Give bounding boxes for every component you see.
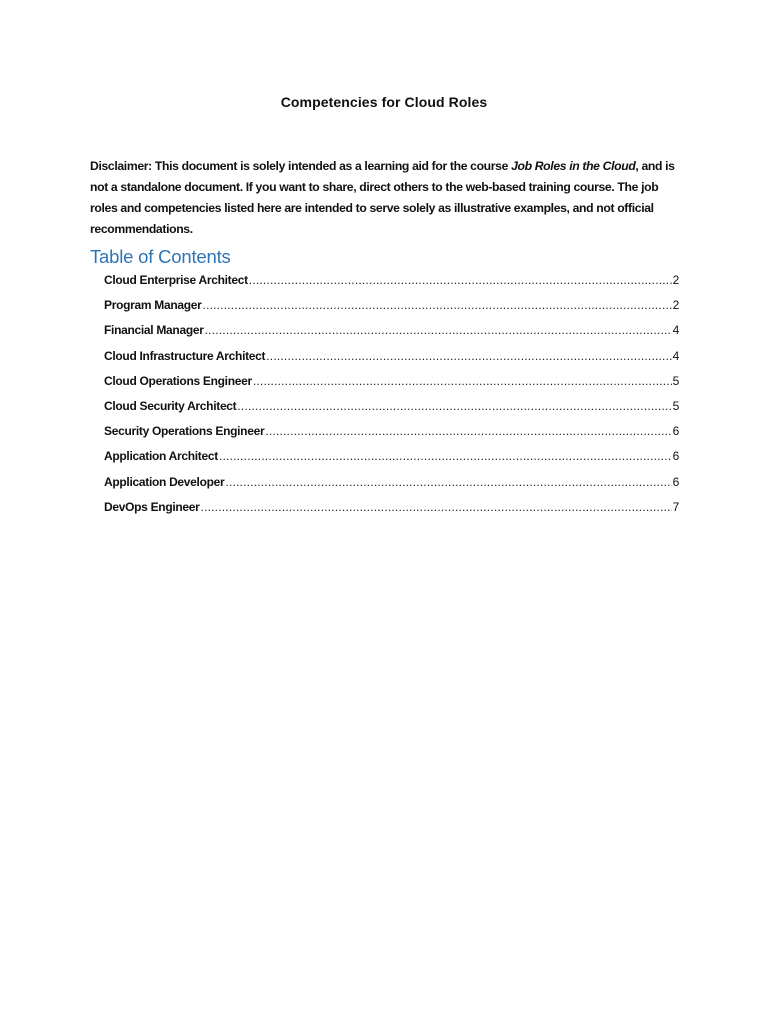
toc-entry-cloud-security-architect[interactable]	[104, 399, 679, 424]
toc-page-number[interactable]: 5	[672, 398, 679, 413]
toc-entry-label[interactable]: Cloud Security Architect	[104, 398, 237, 413]
toc-entry-label[interactable]: Application Developer	[104, 474, 225, 489]
toc-entry-label[interactable]: Security Operations Engineer	[104, 424, 265, 439]
toc-page-number[interactable]: 6	[672, 424, 679, 439]
toc-dot-leader	[237, 399, 671, 413]
disclaimer-label: Disclaimer:	[90, 159, 152, 173]
toc-entry-label[interactable]: Cloud Infrastructure Architect	[104, 348, 266, 363]
disclaimer-text-before: This document is solely intended as a learning aid for the course	[151, 159, 512, 173]
course-name: Job Roles in the Cloud	[511, 159, 636, 173]
toc-dot-leader	[253, 374, 672, 388]
toc-page-number[interactable]: 2	[672, 298, 679, 313]
toc-page-number[interactable]: 4	[672, 348, 679, 363]
toc-entry-label[interactable]: Program Manager	[104, 298, 202, 313]
toc-dot-leader	[219, 449, 672, 463]
toc-dot-leader	[225, 475, 671, 489]
toc-page-number[interactable]: 6	[672, 449, 679, 464]
toc-page-number[interactable]: 2	[672, 273, 679, 287]
toc-dot-leader	[265, 424, 671, 438]
toc-entry-application-developer[interactable]	[104, 475, 679, 500]
toc-entry-label[interactable]: Cloud Operations Engineer	[104, 373, 252, 388]
toc-dot-leader	[266, 349, 671, 363]
toc-entry-security-operations-engineer[interactable]	[104, 424, 679, 449]
toc-dot-leader	[205, 323, 672, 337]
toc-dot-leader	[249, 273, 672, 287]
toc-page-number[interactable]: 5	[672, 373, 679, 388]
toc-entry-financial-manager[interactable]	[104, 323, 679, 348]
toc-entry-label[interactable]: Application Architect	[104, 449, 218, 464]
toc-dot-leader	[203, 298, 672, 312]
toc-page-number[interactable]: 4	[672, 323, 679, 338]
toc-heading: Table of Contents	[90, 246, 231, 267]
toc-page-number[interactable]: 7	[672, 499, 679, 514]
toc-entry-application-architect[interactable]	[104, 449, 679, 474]
toc-entry-label[interactable]: Financial Manager	[104, 323, 204, 338]
toc-entry-devops-engineer[interactable]	[104, 500, 679, 525]
toc-entry-cloud-enterprise-architect[interactable]	[104, 273, 679, 298]
toc-entry-cloud-operations-engineer[interactable]	[104, 374, 679, 399]
toc-page-number[interactable]: 6	[672, 474, 679, 489]
toc-entry-cloud-infrastructure-architect[interactable]	[104, 349, 679, 374]
toc-dot-leader	[201, 500, 672, 514]
document-title: Competencies for Cloud Roles	[280, 94, 488, 110]
toc-entry-program-manager[interactable]	[104, 298, 679, 323]
toc-entry-label[interactable]: DevOps Engineer	[104, 499, 200, 514]
table-of-contents	[104, 273, 679, 525]
disclaimer-paragraph	[90, 156, 686, 240]
toc-entry-label[interactable]: Cloud Enterprise Architect	[104, 273, 248, 287]
disclaimer-text-after: , and is not a standalone document. If you want to share, direct others to the web-based training course. The job roles and competencies listed here are intended to serve solely as illustrative examples, and not official recommendations.	[90, 159, 675, 236]
